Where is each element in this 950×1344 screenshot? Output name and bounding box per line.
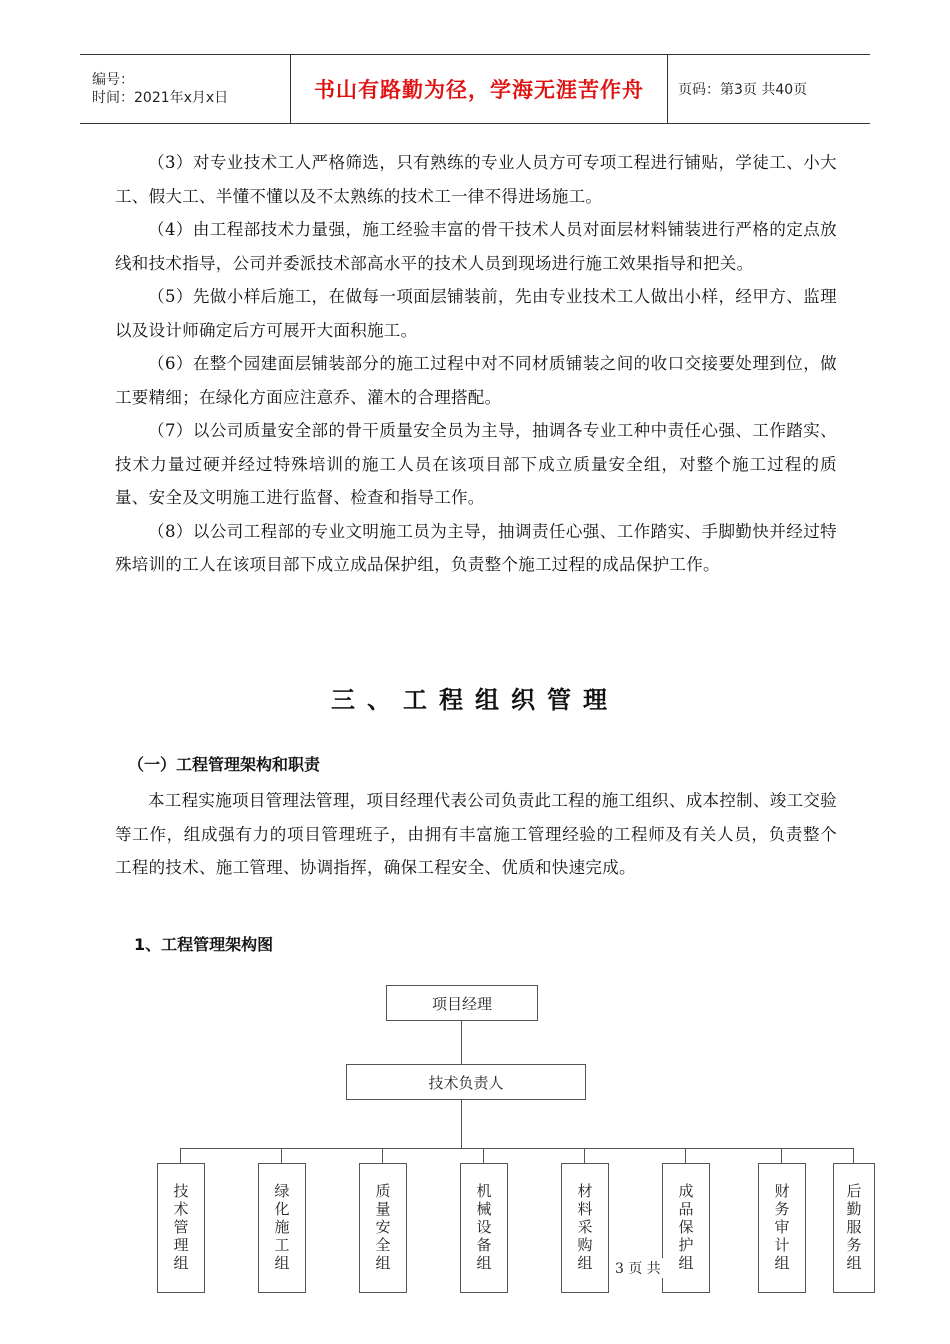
org-connector: [685, 1148, 686, 1163]
paragraph-6: （6）在整个园建面层铺装部分的施工过程中对不同材质铺装之间的收口交接要处理到位，做工要精细；在绿化方面应注意乔、灌木的合理搭配。: [115, 354, 837, 407]
org-chart-heading: 1、工程管理架构图: [134, 935, 274, 954]
org-connector: [584, 1148, 585, 1163]
org-group-quality-safety: 质量安全组: [359, 1163, 407, 1293]
org-connector: [382, 1148, 383, 1163]
org-group-finance-audit: 财务审计组: [758, 1163, 806, 1293]
paragraph-5: （5）先做小样后施工，在做每一项面层铺装前，先由专业技术工人做出小样，经甲方、监理以及设计师确定后方可展开大面积施工。: [115, 287, 837, 340]
paragraph-7: （7）以公司质量安全部的骨干质量安全员为主导，抽调各专业工种中责任心强、工作踏实、技术力量过硬并经过特殊培训的施工人员在该项目部下成立质量安全组，对整个施工过程的质量、安全及文明施工进行监督、检查和指导工作。: [115, 421, 837, 507]
header-meta: [80, 55, 290, 123]
header-motto: 书山有路勤为径，学海无涯苦作舟: [290, 55, 668, 123]
org-connector: [853, 1148, 854, 1163]
paragraph-3: （3）对专业技术工人严格筛选，只有熟练的专业人员方可专项工程进行铺贴，学徒工、小大工、假大工、半懂不懂以及不太熟练的技术工一律不得进场施工。: [115, 153, 837, 206]
org-group-procurement: 材料采购组: [561, 1163, 609, 1293]
org-connector: [461, 1099, 462, 1149]
org-connector: [281, 1148, 282, 1163]
page-footer: 3 页 共: [612, 1258, 664, 1278]
org-group-logistics: 后勤服务组: [833, 1163, 875, 1293]
paragraph-8: （8）以公司工程部的专业文明施工员为主导，抽调责任心强、工作踏实、手脚勤快并经过特殊培训的工人在该项目部下成立成品保护组，负责整个施工过程的成品保护工作。: [115, 521, 837, 574]
org-group-landscaping: 绿化施工组: [258, 1163, 306, 1293]
org-group-product-protection: 成品保护组: [662, 1163, 710, 1293]
org-connector: [180, 1148, 853, 1149]
org-connector: [781, 1148, 782, 1163]
paragraph-4: （4）由工程部技术力量强，施工经验丰富的骨干技术人员对面层材料铺装进行严格的定点放线和技术指导，公司并委派技术部高水平的技术人员到现场进行施工效果指导和把关。: [115, 220, 837, 273]
page-header: [80, 54, 870, 124]
org-node-project-manager: 项目经理: [386, 985, 538, 1021]
subsection-title: （一）工程管理架构和职责: [128, 755, 321, 774]
org-connector: [180, 1148, 181, 1163]
body-paragraphs: [115, 146, 837, 582]
org-group-machinery: 机械设备组: [460, 1163, 508, 1293]
org-connector: [461, 1020, 462, 1064]
subsection-body: [115, 784, 837, 885]
subsection-paragraph: 本工程实施项目管理法管理，项目经理代表公司负责此工程的施工组织、成本控制、竣工交验等工作，组成强有力的项目管理班子，由拥有丰富施工管理经验的工程师及有关人员，负责整个工程的技术、施工管理、协调指挥，确保工程安全、优质和快速完成。: [115, 791, 837, 877]
header-page-code: 页码：第3页 共40页: [678, 82, 808, 98]
document-number-label: 编号：: [92, 72, 134, 88]
section-title: 三、工程组织管理: [331, 686, 619, 714]
org-group-tech-management: 技术管理组: [157, 1163, 205, 1293]
org-connector: [483, 1148, 484, 1163]
document-time-label: 时间：2021年x月x日: [92, 90, 229, 106]
org-node-technical-lead: 技术负责人: [346, 1064, 586, 1100]
